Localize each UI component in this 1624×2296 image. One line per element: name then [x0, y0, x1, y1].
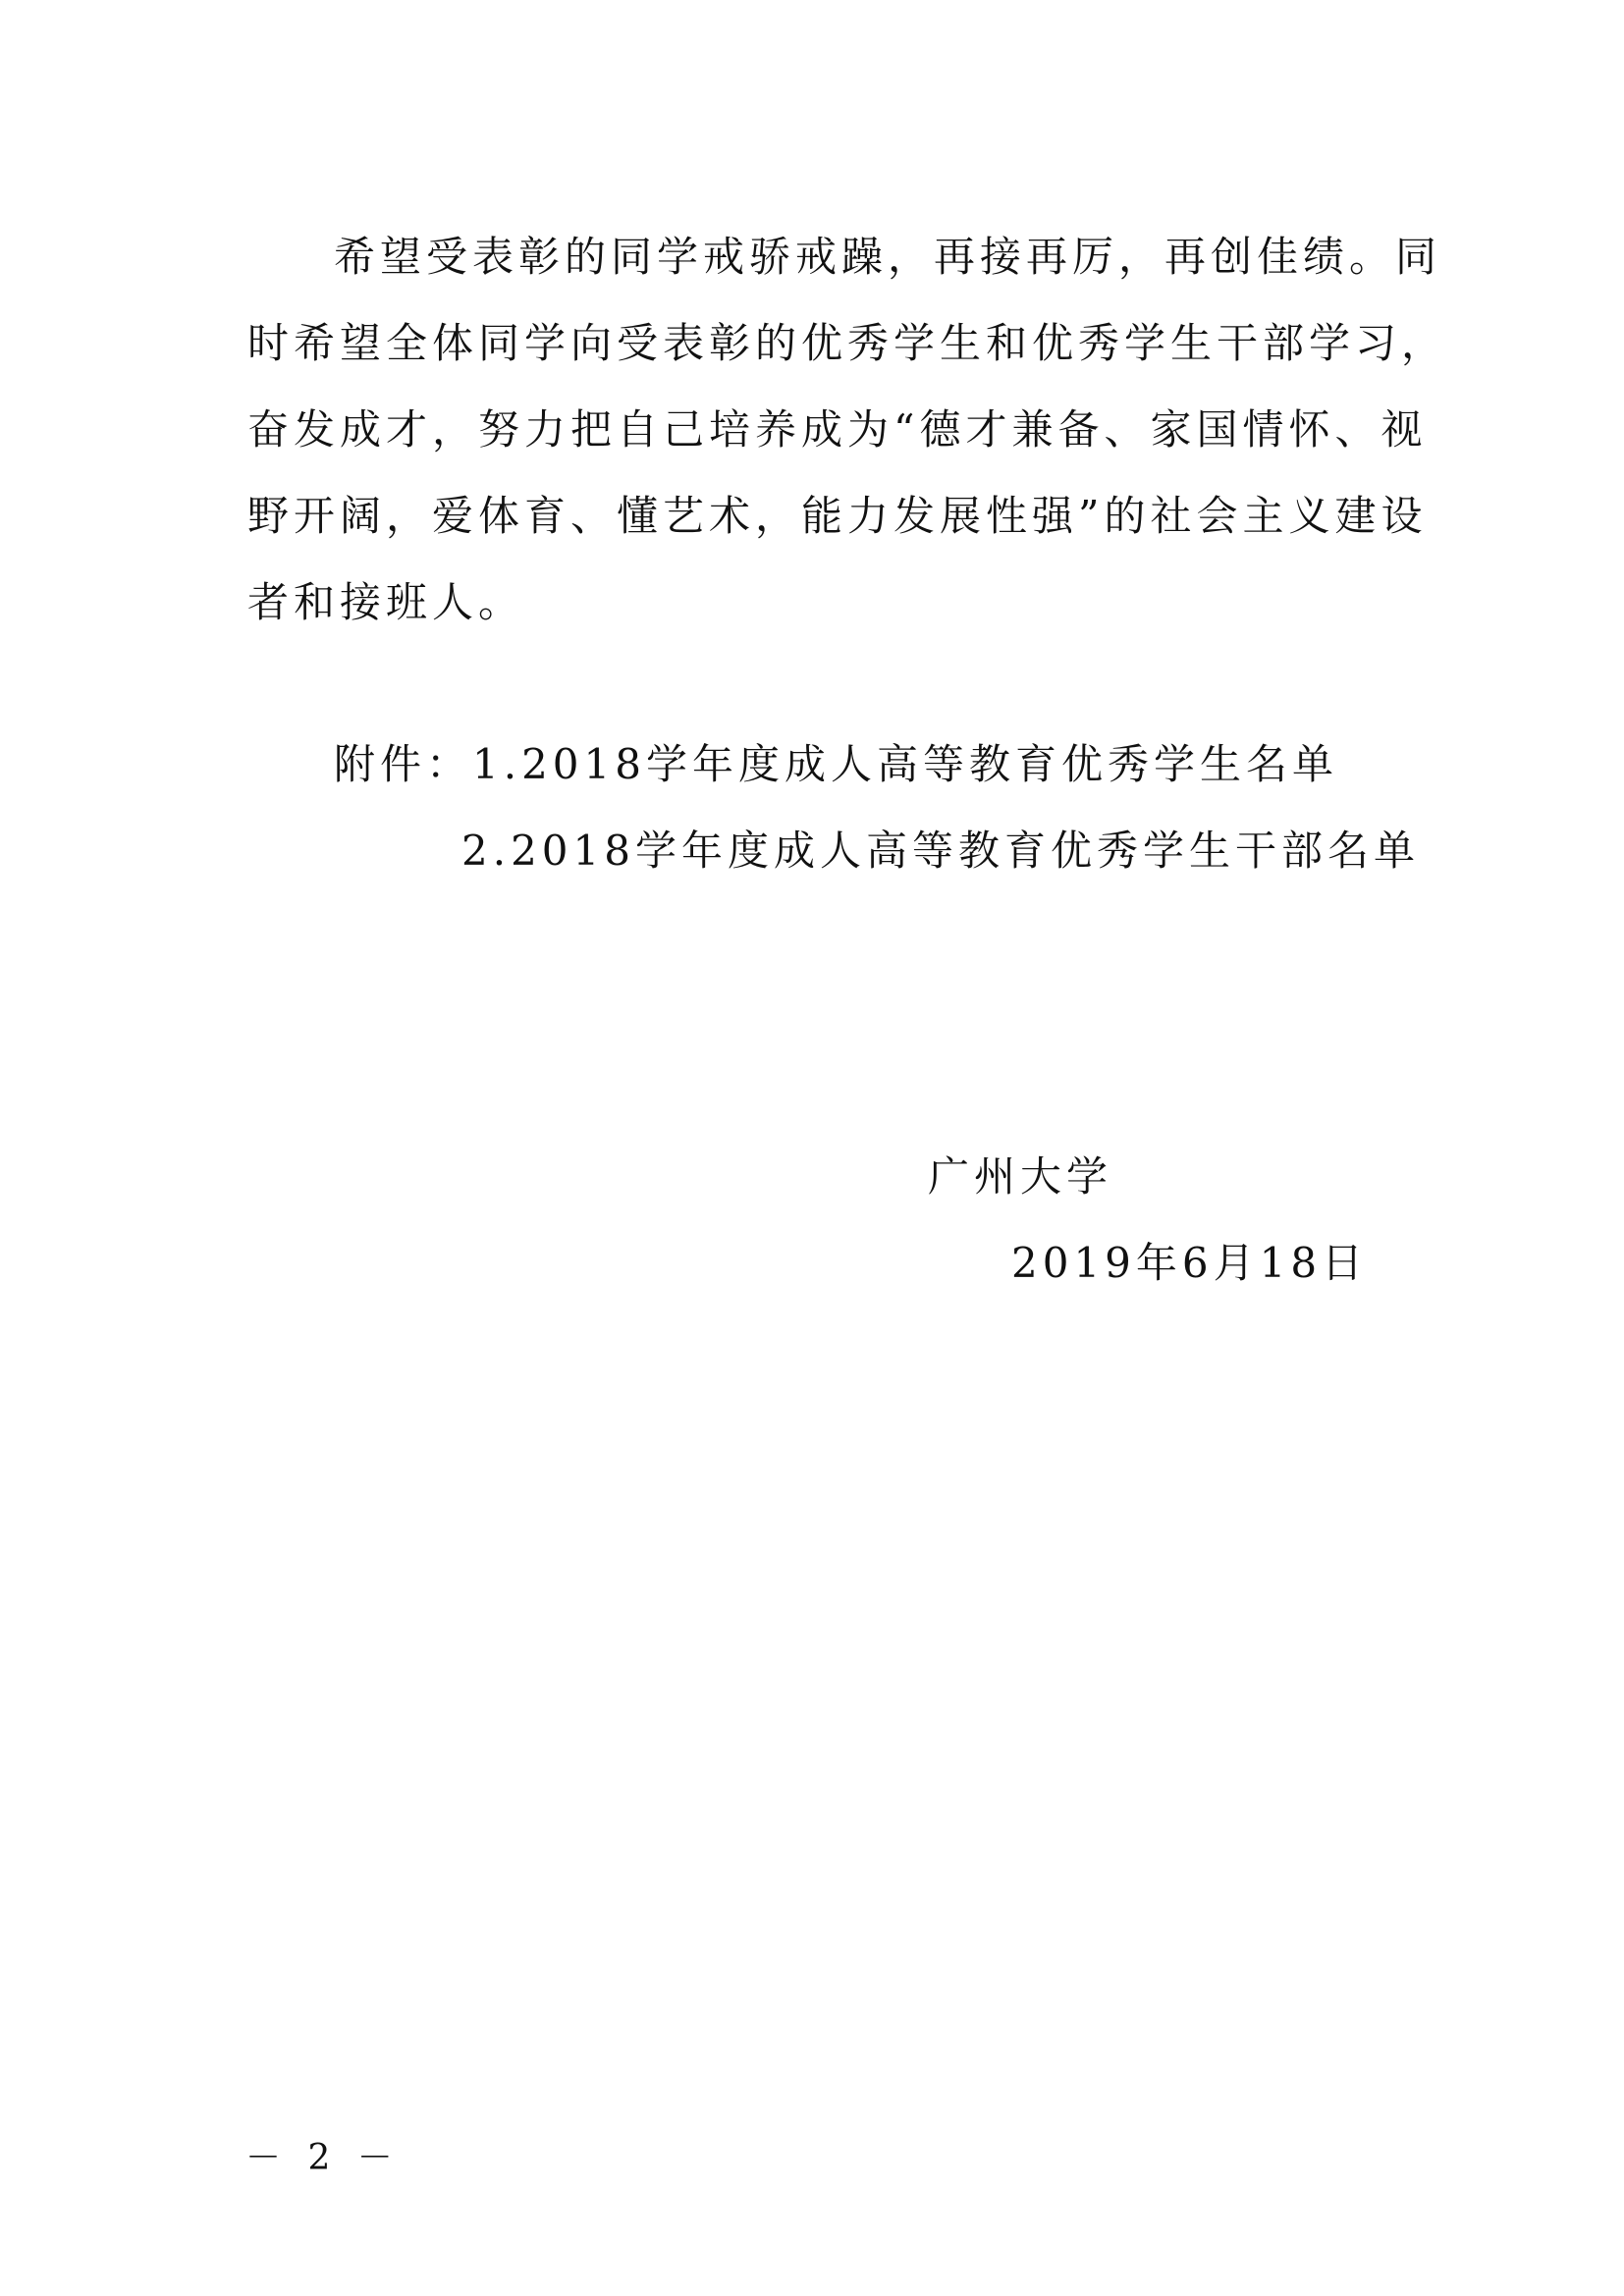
attachments-section [334, 721, 1420, 894]
paragraph-line: 希望受表彰的同学戒骄戒躁，再接再厉，再创佳绩。同 [334, 233, 1442, 281]
attachment-item: 2.2018学年度成人高等教育优秀学生干部名单 [461, 827, 1420, 875]
signature-organization: 广州大学 [928, 1152, 1113, 1201]
paragraph-line: 者和接班人。 [247, 578, 525, 626]
paragraph-line: 野开阔，爱体育、懂艺术，能力发展性强”的社会主义建设 [247, 492, 1428, 540]
paragraph-line: 奋发成才，努力把自己培养成为“德才兼备、家国情怀、视 [247, 405, 1428, 454]
signature-date: 2019年6月18日 [1011, 1239, 1369, 1287]
body-paragraph [247, 214, 1448, 646]
attachments-label: 附件： [334, 740, 473, 788]
paragraph-line: 时希望全体同学向受表彰的优秀学生和优秀学生干部学习， [247, 319, 1448, 367]
page-number: － 2 － [245, 2138, 401, 2178]
attachment-item: 1.2018学年度成人高等教育优秀学生名单 [472, 740, 1338, 788]
attachment-row [334, 721, 1420, 808]
